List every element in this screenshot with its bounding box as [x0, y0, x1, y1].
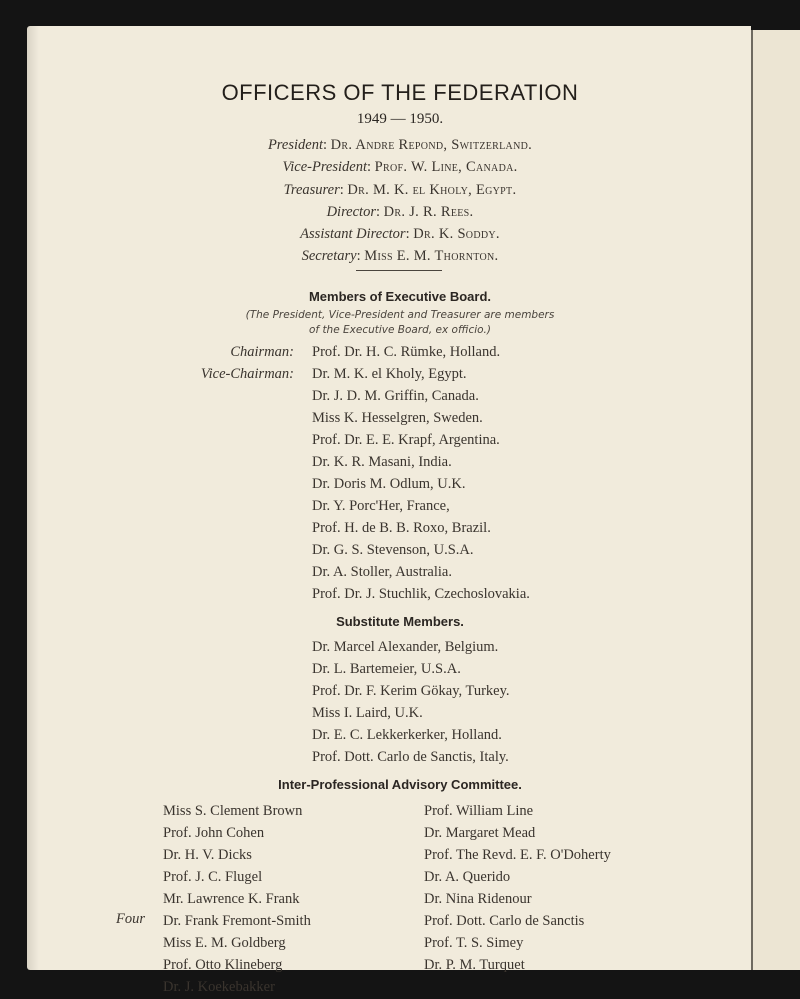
officer-name: Dr. Andre Repond, Switzerland. [330, 137, 533, 153]
committee-member: Miss S. Clement Brown [163, 803, 303, 819]
committee-member: Dr. Frank Fremont-Smith [163, 913, 311, 929]
board-member: Dr. A. Stoller, Australia. [312, 564, 452, 580]
officer-vice-president: Vice-President: Prof. W. Line, Canada. [282, 159, 518, 175]
committee-member: Prof. Dott. Carlo de Sanctis [424, 913, 585, 929]
committee-member: Prof. The Revd. E. F. O'Doherty [424, 847, 611, 863]
committee-member: Prof. William Line [424, 803, 534, 819]
committee-member: Dr. H. V. Dicks [163, 847, 252, 863]
board-member: Prof. Dr. H. C. Rümke, Holland. [312, 344, 501, 360]
board-member: Dr. Y. Porc'Her, France, [312, 498, 450, 514]
officer-role: President [267, 137, 323, 153]
officer-role: Treasurer [283, 182, 340, 198]
officer-role: Director [326, 204, 376, 220]
committee-member: Dr. P. M. Turquet [424, 957, 525, 973]
committee-member: Miss E. M. Goldberg [163, 935, 286, 951]
substitute-member: Prof. Dr. F. Kerim Gökay, Turkey. [312, 683, 510, 699]
substitute-member: Dr. Marcel Alexander, Belgium. [312, 639, 499, 655]
substitute-member: Prof. Dott. Carlo de Sanctis, Italy. [312, 749, 509, 765]
officer-role: Assistant Director [300, 226, 406, 242]
officer-president: President: Dr. Andre Repond, Switzerland. [267, 137, 533, 153]
board-member: Prof. Dr. J. Stuchlik, Czechoslovakia. [312, 586, 530, 602]
committee-member: Prof. J. C. Flugel [163, 869, 263, 885]
committee-member: Dr. A. Querido [424, 869, 511, 885]
officer-treasurer: Treasurer: Dr. M. K. el Kholy, Egypt. [283, 182, 517, 198]
officer-secretary: Secretary: Miss E. M. Thornton. [301, 248, 499, 264]
officer-assistant-director: Assistant Director: Dr. K. Soddy. [300, 226, 500, 242]
officer-name: Miss E. M. Thornton. [364, 248, 499, 264]
chairman-label: Chairman: [230, 344, 294, 360]
section-divider [356, 270, 442, 271]
officer-role: Secretary [301, 248, 357, 264]
board-member: Miss K. Hesselgren, Sweden. [312, 410, 483, 426]
committee-member: Dr. Margaret Mead [424, 825, 536, 841]
officer-director: Director: Dr. J. R. Rees. [326, 204, 474, 220]
board-member: Dr. G. S. Stevenson, U.S.A. [312, 542, 474, 558]
committee-member: Prof. T. S. Simey [424, 935, 524, 951]
page-number: Four [116, 911, 145, 927]
vice-chairman-label: Vice-Chairman: [200, 366, 294, 382]
board-member: Dr. J. D. M. Griffin, Canada. [312, 388, 479, 404]
executive-board-note-line2: of the Executive Board, ex officio.) [308, 324, 491, 336]
officer-role: Vice-President [282, 159, 367, 175]
board-member: Dr. M. K. el Kholy, Egypt. [312, 366, 467, 382]
committee-member: Dr. Nina Ridenour [424, 891, 532, 907]
officer-name: Prof. W. Line, Canada. [374, 159, 518, 175]
officer-name: Dr. M. K. el Kholy, Egypt. [347, 182, 517, 198]
board-member: Dr. Doris M. Odlum, U.K. [312, 476, 466, 492]
board-member: Dr. K. R. Masani, India. [312, 454, 452, 470]
substitute-member: Dr. L. Bartemeier, U.S.A. [312, 661, 461, 677]
substitute-member: Dr. E. C. Lekkerkerker, Holland. [312, 727, 502, 743]
term-years: 1949 — 1950. [356, 111, 444, 127]
board-member: Prof. H. de B. B. Roxo, Brazil. [312, 520, 491, 536]
committee-member: Mr. Lawrence K. Frank [163, 891, 300, 907]
officer-name: Dr. K. Soddy. [413, 226, 500, 242]
committee-member: Prof. Otto Klineberg [163, 957, 283, 973]
committee-member: Prof. John Cohen [163, 825, 265, 841]
advisory-committee-heading: Inter-Professional Advisory Committee. [278, 777, 522, 792]
page-title: OFFICERS OF THE FEDERATION [221, 80, 579, 105]
executive-board-heading: Members of Executive Board. [308, 289, 492, 304]
substitute-member: Miss I. Laird, U.K. [312, 705, 423, 721]
committee-member: Dr. J. Koekebakker [163, 979, 275, 995]
substitute-members-heading: Substitute Members. [336, 614, 464, 629]
board-member: Prof. Dr. E. E. Krapf, Argentina. [312, 432, 500, 448]
executive-board-note-line1: (The President, Vice-President and Treasurer are members [245, 309, 555, 321]
officer-name: Dr. J. R. Rees. [383, 204, 474, 220]
